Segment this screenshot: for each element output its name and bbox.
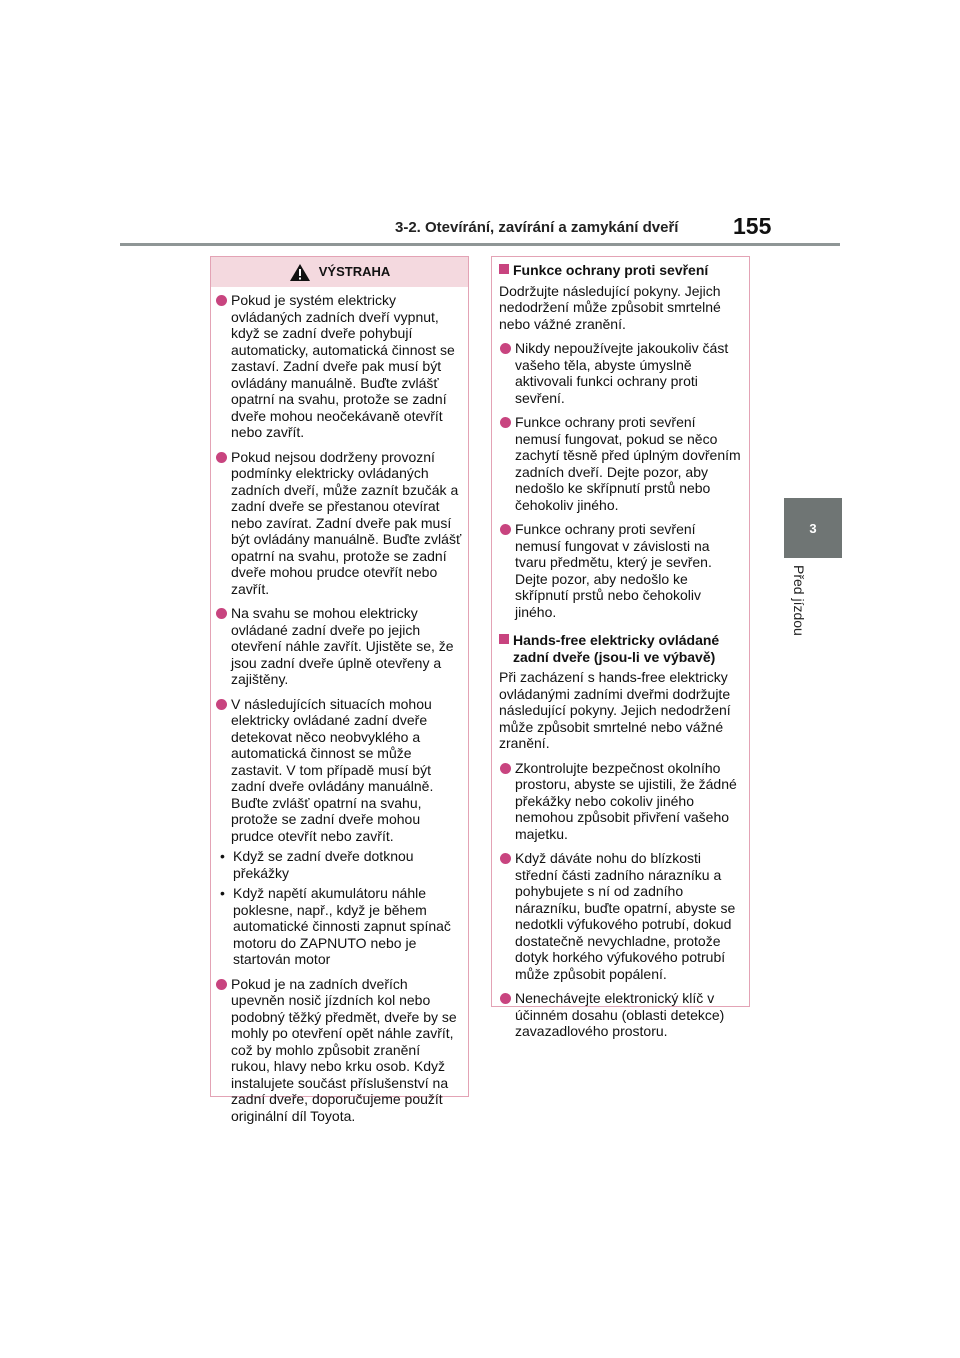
warning-bullet-text: Na svahu se mohou elektricky ovládané zadní dveře po jejich otevření náhle zavřít. Ujistěte se, že jsou zadní dveře úplně otevřeny a zajištěny. <box>231 605 454 687</box>
warning-sub-item <box>215 848 462 881</box>
bullet-dot-icon <box>500 993 511 1004</box>
bullet-dot-icon <box>216 699 227 710</box>
bullet-dot-icon <box>500 417 511 428</box>
warning-bullet <box>215 976 462 1125</box>
info-bullet-text: Zkontrolujte bezpečnost okolního prostoru, abyste se ujistili, že žádné překážky nebo cokoliv jiného nemohou způsobit přivření vašeho majetku. <box>515 759 737 842</box>
info-bullet <box>499 340 742 406</box>
warning-header <box>211 257 468 287</box>
warning-sub-item <box>215 885 462 968</box>
warning-bullet-text: Pokud nejsou dodrženy provozní podmínky elektricky ovládaných zadních dveří, může zaznít bzučák a zadní dveře se přestanou otevírat nebo zavírat. Zadní dveře pak musí být ovládány manuálně. Buďte zvlášť opatrní na svahu, protože se zadní dveře mohou prudce otevřít nebo zavřít. <box>231 448 462 597</box>
section-heading-pinch-protection <box>499 262 742 279</box>
warning-bullet-text: Pokud je systém elektricky ovládaných zadních dveří vypnut, když se zadní dveře pohybují automaticky, automatická činnost se zastaví. Zadní dveře pak musí být ovládány manuálně. Buďte zvlášť opatrní na svahu, protože se zadní dveře mohou neočekávaně otevřít nebo zavřít. <box>231 292 455 440</box>
info-bullet-text: Funkce ochrany proti sevření nemusí fungovat v závislosti na tvaru předmětu, který je sevřen. Dejte pozor, aby nedošlo ke skřípnutí prstů nebo čehokoliv jiného. <box>515 521 712 620</box>
section-heading-hands-free <box>499 632 742 665</box>
chapter-title: Před jízdou <box>791 565 807 636</box>
section-title: 3-2. Otevírání, zavírání a zamykání dveří <box>395 219 679 236</box>
bullet-dot-icon <box>216 608 227 619</box>
warning-content <box>211 287 468 1124</box>
warning-sub-text: Když se zadní dveře dotknou překážky <box>233 848 414 881</box>
warning-bullet <box>215 605 462 688</box>
bullet-dot-icon <box>216 452 227 463</box>
sub-bullet-icon: • <box>220 848 225 864</box>
section-heading-text: Funkce ochrany proti sevření <box>513 262 709 278</box>
info-bullet <box>499 760 742 843</box>
chapter-number: 3 <box>809 520 817 536</box>
section-heading-text: Hands-free elektricky ovládané zadní dveře (jsou-li ve výbavě) <box>513 632 720 665</box>
info-bullet <box>499 414 742 513</box>
info-box <box>491 256 750 1039</box>
info-bullet <box>499 850 742 982</box>
info-bullet <box>499 990 742 1040</box>
warning-bullet <box>215 696 462 845</box>
bullet-dot-icon <box>500 343 511 354</box>
warning-bullet-text: V následujících situacích mohou elektricky ovládané zadní dveře detekovat něco neobvyklého a automatická činnost se může zastavit. V tom případě musí být zadní dveře ovládány manuálně. Buďte zvlášť opatrní na svahu, protože se zadní dveře mohou prudce otevřít nebo zavřít. <box>231 695 434 844</box>
section-intro: Při zacházení s hands-free elektricky ovládanými zadními dveřmi dodržujte následující pokyny. Jejich nedodržení může způsobit smrtelné nebo vážné zranění. <box>499 669 731 751</box>
square-bullet-icon <box>499 264 509 274</box>
info-bullet-text: Když dáváte nohu do blízkosti střední části zadního nárazníku a pohybujete s ní od zadního nárazníku, buďte opatrní, abyste se nedotkli výfukového potrubí, dokud dostatečně nevychladne, protože dotyk horkého výfukového potrubí může způsobit popálení. <box>515 850 736 982</box>
sub-bullet-icon: • <box>220 885 225 901</box>
warning-sub-text: Když napětí akumulátoru náhle poklesne, např., když je během automatické činnosti zapnut spínač motoru do ZAPNUTO nebo je startován motor <box>233 885 451 967</box>
chapter-tab <box>784 498 842 558</box>
header-rule <box>120 243 840 246</box>
bullet-dot-icon <box>500 763 511 774</box>
warning-triangle-icon <box>289 263 311 282</box>
info-bullet-text: Nenechávejte elektronický klíč v účinném dosahu (oblasti detekce) zavazadlového prostoru. <box>515 990 725 1039</box>
warning-bullet <box>215 449 462 598</box>
info-bullet-text: Nikdy nepoužívejte jakoukoliv část vašeho těla, abyste úmyslně aktivovali funkci ochrany proti sevření. <box>515 340 729 406</box>
warning-sub-list <box>215 848 462 968</box>
warning-title: VÝSTRAHA <box>318 263 391 279</box>
bullet-dot-icon <box>500 524 511 535</box>
warning-box <box>210 256 469 1124</box>
bullet-dot-icon <box>216 979 227 990</box>
info-bullet-text: Funkce ochrany proti sevření nemusí fungovat, pokud se něco zachytí těsně před úplným dovřením zadních dveří. Dejte pozor, aby nedošlo ke skřípnutí prstů nebo čehokoliv jiného. <box>515 414 741 513</box>
bullet-dot-icon <box>500 853 511 864</box>
square-bullet-icon <box>499 634 509 644</box>
page-number: 155 <box>733 213 772 239</box>
warning-bullet-text: Pokud je na zadních dveřích upevněn nosič jízdních kol nebo podobný těžký předmět, dveře by se mohly po otevření opět náhle zavřít, což by mohlo způsobit zranění rukou, hlavy nebo krku osob. Když instalujete součást příslušenství na zadní dveře, doporučujeme použít originální díl Toyota. <box>231 975 457 1124</box>
section-intro: Dodržujte následující pokyny. Jejich nedodržení může způsobit smrtelné nebo vážné zranění. <box>499 282 721 332</box>
info-bullet <box>499 521 742 620</box>
bullet-dot-icon <box>216 295 227 306</box>
warning-bullet <box>215 292 462 441</box>
